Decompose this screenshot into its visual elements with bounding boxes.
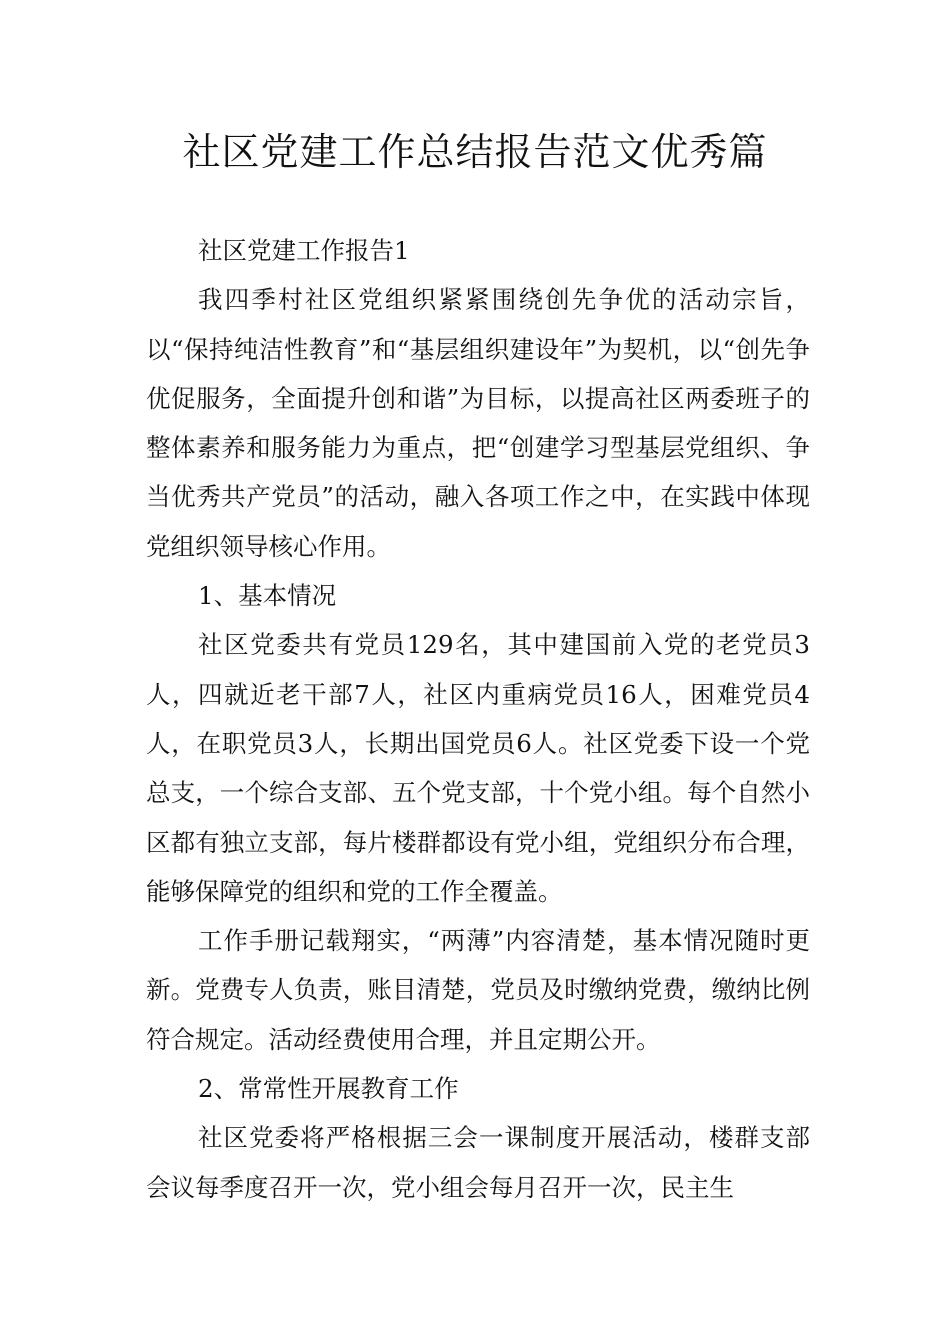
intro-paragraph: 我四季村社区党组织紧紧围绕创先争优的活动宗旨，以“保持纯洁性教育”和“基层组织建设年”为契机，以“创先争优促服务，全面提升创和谐”为目标，以提高社区两委班子的整体素养和服务能力为重点，把“创建学习型基层党组织、争当优秀共产党员”的活动，融入各项工作之中，在实践中体现党组织领导核心作用。 xyxy=(146,285,810,561)
basic-situation-paragraph: 社区党委共有党员129名，其中建国前入党的老党员3人，四就近老干部7人，社区内重病党员16人，困难党员4人，在职党员3人，长期出国党员6人。社区党委下设一个党总支，一个综合支部、五个党支部，十个党小组。每个自然小区都有独立支部，每片楼群都设有党小组，党组织分布合理，能够保障党的组织和党的工作全覆盖。 xyxy=(146,630,810,906)
work-manual-paragraph: 工作手册记载翔实，“两薄”内容清楚，基本情况随时更新。党费专人负责，账目清楚，党员及时缴纳党费，缴纳比例符合规定。活动经费使用合理，并且定期公开。 xyxy=(146,926,810,1054)
section-heading-education-work: 2、常常性开展教育工作 xyxy=(198,1074,459,1104)
document-title: 社区党建工作总结报告范文优秀篇 xyxy=(182,130,768,174)
document-body xyxy=(146,226,810,1212)
report-subtitle: 社区党建工作报告1 xyxy=(198,236,410,265)
education-work-paragraph: 社区党委将严格根据三会一课制度开展活动，楼群支部会议每季度召开一次，党小组会每月召开一次，民主生 xyxy=(146,1123,810,1202)
section-heading-basic-situation: 1、基本情况 xyxy=(198,581,337,611)
